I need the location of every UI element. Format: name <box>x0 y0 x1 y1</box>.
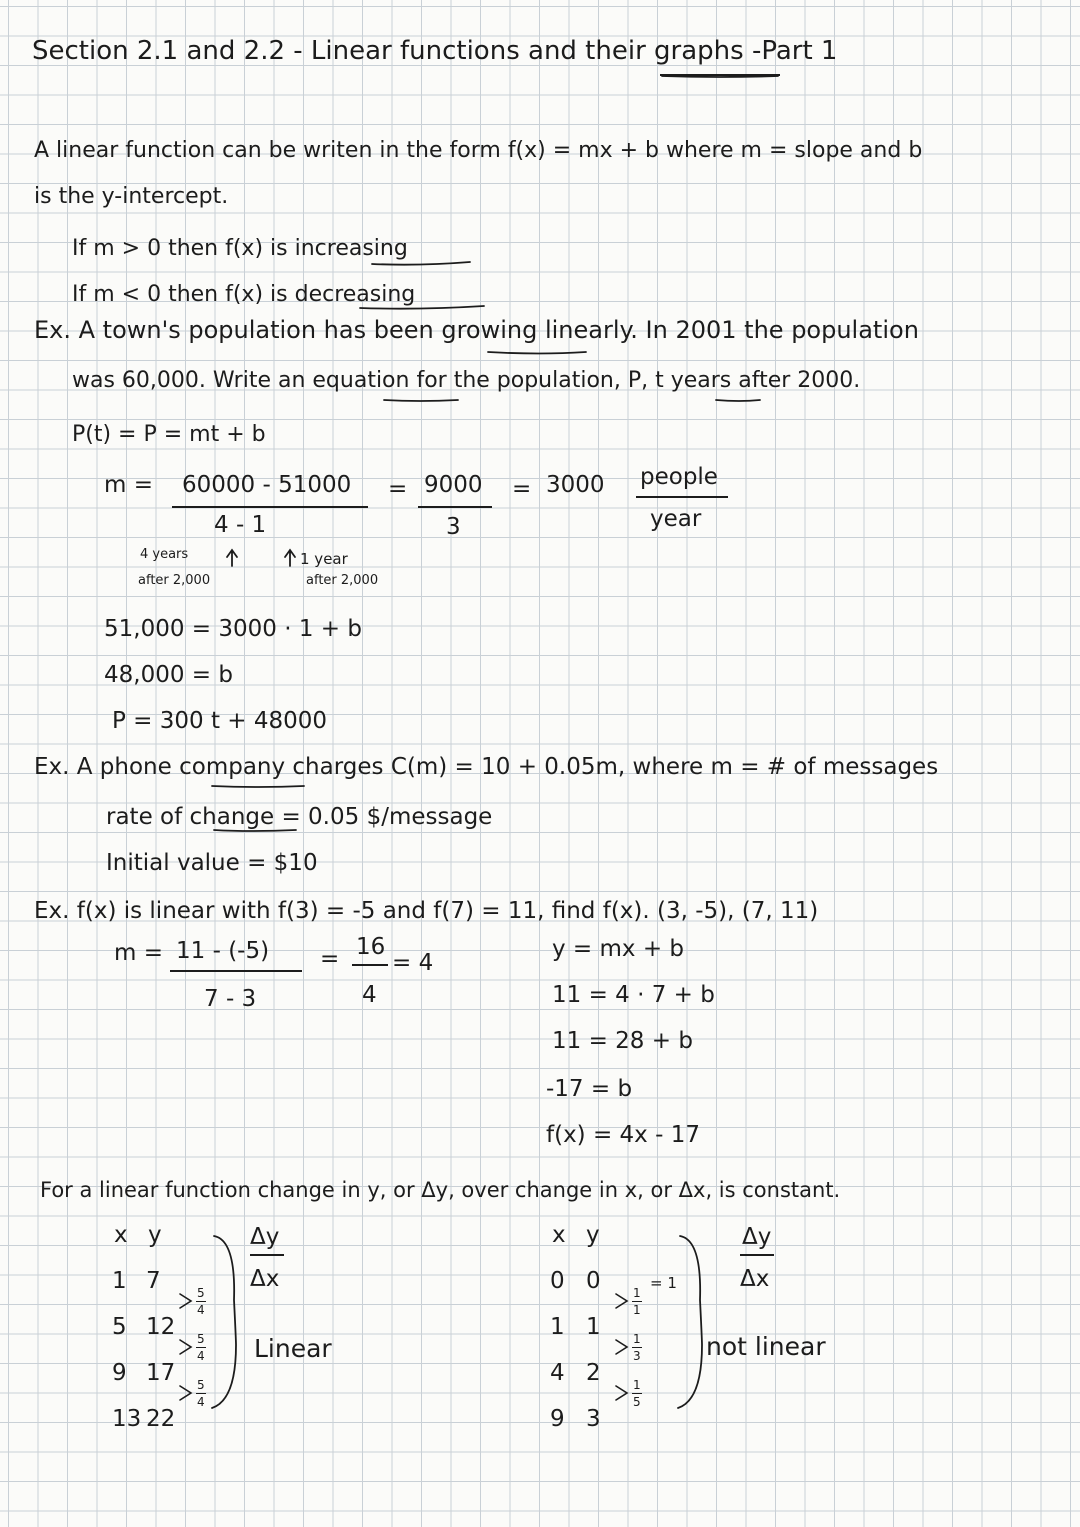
underline-graphs <box>662 76 778 77</box>
example3-m-label: m = <box>114 940 163 966</box>
note-4-years: 4 years <box>140 547 189 562</box>
table1-x-cell: 1 <box>112 1268 127 1294</box>
table2-delta-den: Δx <box>740 1266 770 1292</box>
table1-x-header: x <box>114 1222 128 1248</box>
table2-ratio-den: 3 <box>633 1349 641 1363</box>
example2-initial: Initial value = $10 <box>106 850 318 876</box>
table1-y-cell: 7 <box>146 1268 161 1294</box>
underline-years <box>716 400 760 401</box>
table1-ratio-num: 5 <box>197 1378 205 1392</box>
table2-ratio-arrow <box>616 1294 627 1308</box>
table2-x-header: x <box>552 1222 566 1248</box>
example3-frac-denominator: 4 <box>362 982 377 1008</box>
rule-increasing: If m > 0 then f(x) is increasing <box>72 236 408 261</box>
example3-line-1: Ex. f(x) is linear with f(3) = -5 and f(7) = 11, find f(x). (3, -5), (7, 11) <box>34 898 819 924</box>
table2-y-cell: 1 <box>586 1314 601 1340</box>
table2-ratio-tail: = 1 <box>650 1274 677 1292</box>
table1-x-cell: 9 <box>112 1360 127 1386</box>
example3-work-1: y = mx + b <box>552 936 685 962</box>
table2-ratio-num: 1 <box>633 1332 641 1346</box>
example1-m-label: m = <box>104 472 153 498</box>
example1-equals-1: = <box>388 476 408 502</box>
table1-ratio-den: 4 <box>197 1303 205 1317</box>
underline-company <box>212 786 304 787</box>
underline-change <box>214 830 296 831</box>
example1-final: P = 300 t + 48000 <box>112 708 328 734</box>
table1-delta-den: Δx <box>250 1266 280 1292</box>
table1-ratio-den: 4 <box>197 1395 205 1409</box>
page-title: Section 2.1 and 2.2 - Linear functions and their graphs -Part 1 <box>32 36 838 66</box>
table1-x-cell: 5 <box>112 1314 127 1340</box>
example3-frac-numerator: 16 <box>356 934 386 960</box>
example3-numerator: 11 - (-5) <box>176 938 270 964</box>
table2-ratio-num: 1 <box>633 1378 641 1392</box>
note-after-2000-b: after 2,000 <box>306 573 379 588</box>
underline-decreasing <box>360 306 484 309</box>
note-after-2000: after 2,000 <box>138 573 211 588</box>
table1-ratio-num: 5 <box>197 1332 205 1346</box>
example1-result: 3000 <box>546 472 605 498</box>
example1-line-2: was 60,000. Write an equation for the population, P, t years after 2000. <box>72 368 861 393</box>
example2-rate: rate of change = 0.05 $/message <box>106 804 493 830</box>
constant-rate-statement: For a linear function change in y, or Δy, over change in x, or Δx, is constant. <box>40 1178 841 1202</box>
underline-increasing <box>372 262 470 265</box>
example1-unit-people: people <box>640 464 718 490</box>
example3-work-4: -17 = b <box>546 1076 633 1102</box>
example3-work-3: 11 = 28 + b <box>552 1028 693 1054</box>
rule-decreasing: If m < 0 then f(x) is decreasing <box>72 282 416 307</box>
table2-x-cell: 9 <box>550 1406 565 1432</box>
example1-model: P(t) = P = mt + b <box>72 422 266 447</box>
table2-ratio-den: 5 <box>633 1395 641 1409</box>
example1-frac2-numerator: 9000 <box>424 472 483 498</box>
table2-ratio-num: 1 <box>633 1286 641 1300</box>
brace-table1 <box>212 1236 236 1408</box>
example1-numerator: 60000 - 51000 <box>182 472 352 498</box>
example2-line-1: Ex. A phone company charges C(m) = 10 + 0.05m, where m = # of messages <box>34 754 939 780</box>
example1-frac2-denominator: 3 <box>446 514 461 540</box>
table1-x-cell: 13 <box>112 1406 142 1432</box>
table1-ratio-arrow <box>180 1294 191 1308</box>
table2-y-cell: 2 <box>586 1360 601 1386</box>
table1-y-cell: 12 <box>146 1314 176 1340</box>
table1-delta-num: Δy <box>250 1224 280 1250</box>
table2-y-cell: 0 <box>586 1268 601 1294</box>
example3-equals: = <box>320 946 340 972</box>
arrow-4-years <box>227 550 237 566</box>
example1-equals-2: = <box>512 476 532 502</box>
table1-ratio-den: 4 <box>197 1349 205 1363</box>
example1-line-1: Ex. A town's population has been growing linearly. In 2001 the population <box>34 316 919 344</box>
example3-work-2: 11 = 4 · 7 + b <box>552 982 715 1008</box>
example1-step-1: 51,000 = 3000 · 1 + b <box>104 616 362 642</box>
example3-work-5: f(x) = 4x - 17 <box>546 1122 700 1148</box>
underline-growing <box>488 352 586 354</box>
table2-verdict: not linear <box>706 1332 826 1361</box>
table2-x-cell: 1 <box>550 1314 565 1340</box>
table1-y-header: y <box>148 1222 162 1248</box>
table2-y-header: y <box>586 1222 600 1248</box>
arrow-1-year <box>285 550 295 566</box>
example1-unit-year: year <box>650 506 702 532</box>
intro-line-2: is the y-intercept. <box>34 184 229 209</box>
table1-y-cell: 17 <box>146 1360 176 1386</box>
table1-y-cell: 22 <box>146 1406 176 1432</box>
table1-ratio-arrow <box>180 1386 191 1400</box>
table2-x-cell: 4 <box>550 1360 565 1386</box>
example3-result: = 4 <box>392 950 434 976</box>
table2-delta-num: Δy <box>742 1224 772 1250</box>
table1-verdict: Linear <box>254 1334 332 1363</box>
table2-x-cell: 0 <box>550 1268 565 1294</box>
intro-line-1: A linear function can be writen in the form f(x) = mx + b where m = slope and b <box>34 138 923 163</box>
note-1-year: 1 year <box>300 550 348 568</box>
table2-y-cell: 3 <box>586 1406 601 1432</box>
underline-equation <box>384 400 458 401</box>
example3-denominator: 7 - 3 <box>204 986 257 1012</box>
table2-ratio-den: 1 <box>633 1303 641 1317</box>
table2-ratio-arrow <box>616 1386 627 1400</box>
example1-denominator: 4 - 1 <box>214 512 267 538</box>
table1-ratio-num: 5 <box>197 1286 205 1300</box>
table2-ratio-arrow <box>616 1340 627 1354</box>
brace-table2 <box>678 1236 702 1408</box>
table1-ratio-arrow <box>180 1340 191 1354</box>
example1-step-2: 48,000 = b <box>104 662 233 688</box>
